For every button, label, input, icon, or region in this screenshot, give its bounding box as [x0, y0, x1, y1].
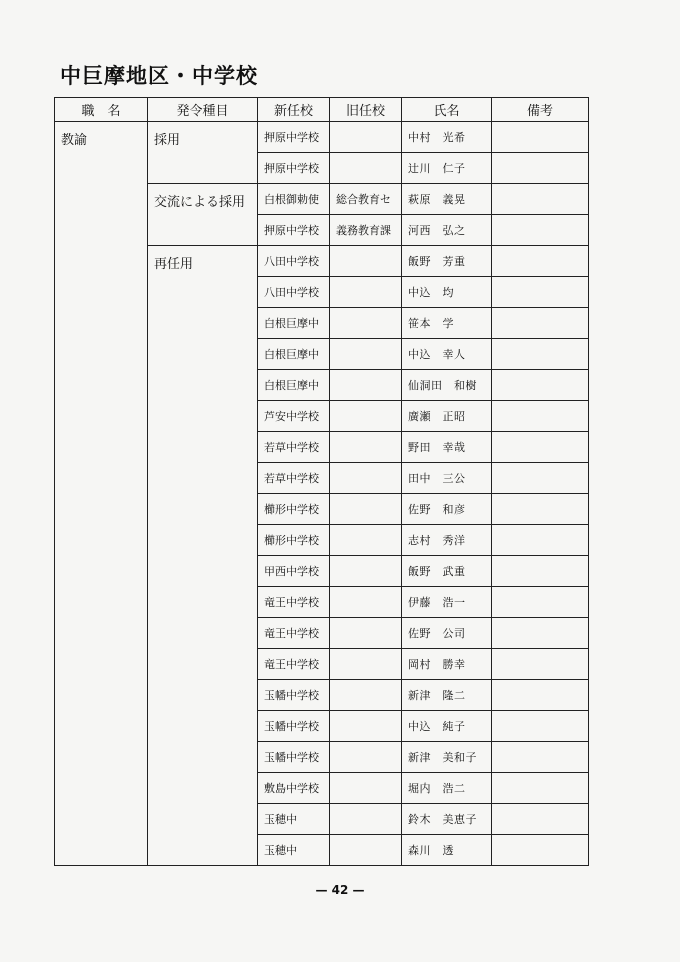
new-school-cell: 押原中学校 — [258, 215, 330, 246]
appointment-type-cell: 交流による採用 — [148, 184, 258, 246]
old-school-cell: 総合教育セ — [330, 184, 402, 215]
old-school-cell — [330, 835, 402, 866]
old-school-cell — [330, 153, 402, 184]
new-school-cell: 白根御勅使 — [258, 184, 330, 215]
name-cell: 河西 弘之 — [402, 215, 492, 246]
remarks-cell — [492, 432, 589, 463]
name-cell: 飯野 芳重 — [402, 246, 492, 277]
old-school-cell — [330, 370, 402, 401]
name-cell: 笹本 学 — [402, 308, 492, 339]
remarks-cell — [492, 339, 589, 370]
remarks-cell — [492, 401, 589, 432]
old-school-cell — [330, 649, 402, 680]
name-cell: 田中 三公 — [402, 463, 492, 494]
remarks-cell — [492, 277, 589, 308]
new-school-cell: 玉幡中学校 — [258, 711, 330, 742]
remarks-cell — [492, 494, 589, 525]
old-school-cell — [330, 308, 402, 339]
old-school-cell — [330, 804, 402, 835]
name-cell: 辻川 仁子 — [402, 153, 492, 184]
name-cell: 中込 幸人 — [402, 339, 492, 370]
old-school-cell — [330, 277, 402, 308]
new-school-cell: 甲西中学校 — [258, 556, 330, 587]
remarks-cell — [492, 184, 589, 215]
new-school-cell: 玉幡中学校 — [258, 680, 330, 711]
appointment-type-cell: 採用 — [148, 122, 258, 184]
new-school-cell: 竜王中学校 — [258, 587, 330, 618]
new-school-cell: 玉穂中 — [258, 835, 330, 866]
old-school-cell — [330, 432, 402, 463]
new-school-cell: 白根巨摩中 — [258, 308, 330, 339]
name-cell: 飯野 武重 — [402, 556, 492, 587]
new-school-cell: 若草中学校 — [258, 463, 330, 494]
remarks-cell — [492, 587, 589, 618]
header-new-school: 新任校 — [258, 98, 330, 122]
new-school-cell: 芦安中学校 — [258, 401, 330, 432]
remarks-cell — [492, 711, 589, 742]
name-cell: 森川 透 — [402, 835, 492, 866]
table-header-row — [55, 98, 589, 122]
new-school-cell: 玉穂中 — [258, 804, 330, 835]
header-name: 氏名 — [402, 98, 492, 122]
old-school-cell — [330, 556, 402, 587]
remarks-cell — [492, 246, 589, 277]
new-school-cell: 押原中学校 — [258, 153, 330, 184]
name-cell: 佐野 和彦 — [402, 494, 492, 525]
name-cell: 新津 美和子 — [402, 742, 492, 773]
name-cell: 中込 均 — [402, 277, 492, 308]
old-school-cell — [330, 773, 402, 804]
remarks-cell — [492, 370, 589, 401]
new-school-cell: 竜王中学校 — [258, 618, 330, 649]
name-cell: 野田 幸哉 — [402, 432, 492, 463]
old-school-cell — [330, 618, 402, 649]
name-cell: 中村 光希 — [402, 122, 492, 153]
position-cell: 教諭 — [55, 122, 148, 866]
old-school-cell — [330, 122, 402, 153]
table-body — [55, 122, 589, 866]
old-school-cell: 義務教育課 — [330, 215, 402, 246]
name-cell: 堀内 浩二 — [402, 773, 492, 804]
new-school-cell: 櫛形中学校 — [258, 525, 330, 556]
header-remarks: 備考 — [492, 98, 589, 122]
name-cell: 中込 純子 — [402, 711, 492, 742]
old-school-cell — [330, 680, 402, 711]
header-position: 職 名 — [55, 98, 148, 122]
table-row — [55, 122, 589, 153]
remarks-cell — [492, 649, 589, 680]
page-number: — 42 — — [315, 883, 365, 897]
name-cell: 鈴木 美恵子 — [402, 804, 492, 835]
remarks-cell — [492, 525, 589, 556]
header-old-school: 旧任校 — [330, 98, 402, 122]
name-cell: 志村 秀洋 — [402, 525, 492, 556]
name-cell: 仙洞田 和樹 — [402, 370, 492, 401]
appointment-type-cell: 再任用 — [148, 246, 258, 866]
new-school-cell: 八田中学校 — [258, 246, 330, 277]
remarks-cell — [492, 804, 589, 835]
remarks-cell — [492, 122, 589, 153]
personnel-table — [54, 97, 589, 866]
page-title: 中巨摩地区・中学校 — [60, 64, 258, 88]
name-cell: 新津 隆二 — [402, 680, 492, 711]
remarks-cell — [492, 308, 589, 339]
remarks-cell — [492, 742, 589, 773]
name-cell: 廣瀬 正昭 — [402, 401, 492, 432]
old-school-cell — [330, 742, 402, 773]
remarks-cell — [492, 618, 589, 649]
name-cell: 佐野 公司 — [402, 618, 492, 649]
remarks-cell — [492, 556, 589, 587]
remarks-cell — [492, 153, 589, 184]
old-school-cell — [330, 587, 402, 618]
remarks-cell — [492, 773, 589, 804]
old-school-cell — [330, 246, 402, 277]
remarks-cell — [492, 463, 589, 494]
new-school-cell: 竜王中学校 — [258, 649, 330, 680]
new-school-cell: 八田中学校 — [258, 277, 330, 308]
remarks-cell — [492, 215, 589, 246]
header-appointment-type: 発令種目 — [148, 98, 258, 122]
name-cell: 萩原 義晃 — [402, 184, 492, 215]
new-school-cell: 若草中学校 — [258, 432, 330, 463]
old-school-cell — [330, 494, 402, 525]
name-cell: 岡村 勝幸 — [402, 649, 492, 680]
name-cell: 伊藤 浩一 — [402, 587, 492, 618]
remarks-cell — [492, 680, 589, 711]
new-school-cell: 白根巨摩中 — [258, 370, 330, 401]
old-school-cell — [330, 463, 402, 494]
old-school-cell — [330, 711, 402, 742]
new-school-cell: 玉幡中学校 — [258, 742, 330, 773]
new-school-cell: 押原中学校 — [258, 122, 330, 153]
remarks-cell — [492, 835, 589, 866]
new-school-cell: 櫛形中学校 — [258, 494, 330, 525]
new-school-cell: 敷島中学校 — [258, 773, 330, 804]
new-school-cell: 白根巨摩中 — [258, 339, 330, 370]
old-school-cell — [330, 401, 402, 432]
old-school-cell — [330, 525, 402, 556]
old-school-cell — [330, 339, 402, 370]
